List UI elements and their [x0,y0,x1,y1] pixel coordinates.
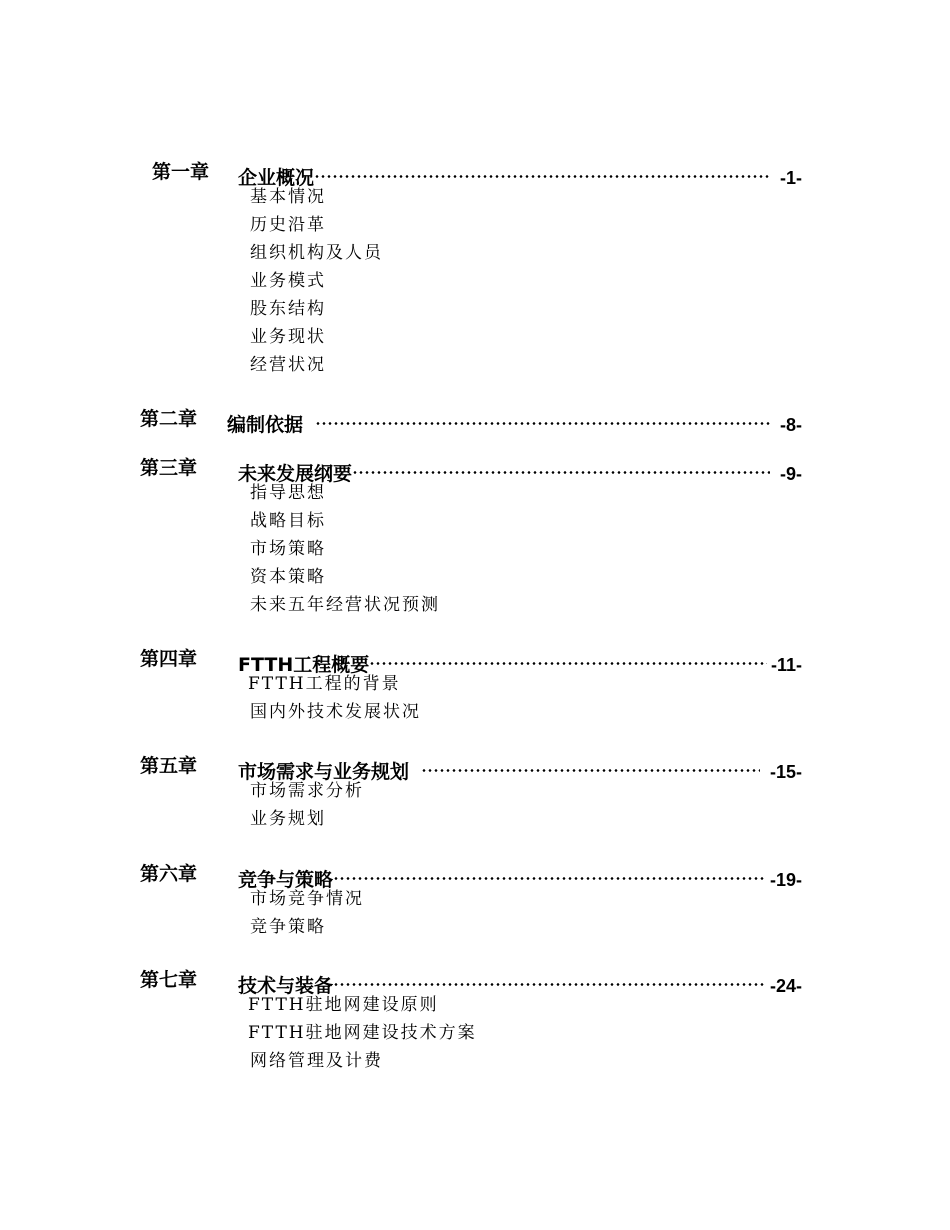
chapter-page-number: -9- [780,464,802,484]
toc-section[interactable]: 历史沿革 [250,215,326,235]
chapter-page-number: -15- [769,762,802,782]
toc-section[interactable]: 基本情况 [250,187,326,207]
toc-section[interactable]: 业务模式 [250,271,326,291]
chapter-label: 第五章 [140,755,198,777]
toc-section[interactable]: 经营状况 [250,355,326,375]
toc-section[interactable]: FTTH驻地网建设原则 [248,995,439,1015]
toc-section[interactable]: 业务现状 [250,327,326,347]
toc-section[interactable]: 业务规划 [250,809,326,829]
toc-chapter-3[interactable] [0,456,950,485]
chapter-page-number: -11- [770,655,802,675]
chapter-title: FTTH工程概要 [238,654,370,676]
chapter-label: 第一章 [152,161,210,183]
toc-section[interactable]: 竞争策略 [250,917,326,937]
toc-section[interactable]: 资本策略 [250,567,326,587]
chapter-label: 第七章 [140,969,198,991]
chapter-page-number: -8- [780,415,802,435]
toc-section[interactable]: 战略目标 [250,511,326,531]
chapter-label: 第二章 [140,408,198,430]
dot-leader [421,754,760,778]
dot-leader [369,647,767,671]
toc-section[interactable]: FTTH工程的背景 [248,674,401,694]
chapter-page-number: -19- [769,870,802,890]
chapter-label: 第六章 [140,863,198,885]
toc-section[interactable]: 市场竞争情况 [250,889,364,909]
chapter-title: 未来发展纲要 [238,463,353,485]
chapter-page-number: -24- [769,976,802,996]
chapter-title: 市场需求与业务规划 [238,761,410,783]
chapter-label: 第三章 [140,457,198,479]
dot-leader [315,407,770,431]
toc-section[interactable]: 市场策略 [250,539,326,559]
toc-section[interactable]: 未来五年经营状况预测 [250,595,440,615]
toc-chapter-4[interactable] [0,647,950,676]
toc-section[interactable]: 股东结构 [250,299,326,319]
toc-chapter-6[interactable] [0,862,950,891]
dot-leader [314,160,770,184]
toc-chapter-1[interactable] [0,160,950,189]
chapter-title: 技术与装备 [238,975,334,997]
toc-chapter-5[interactable] [0,754,950,783]
chapter-label: 第四章 [140,648,198,670]
chapter-title: 企业概况 [238,167,315,189]
toc-section[interactable]: 国内外技术发展状况 [250,702,421,722]
dot-leader [352,456,770,480]
chapter-title: 竞争与策略 [238,869,334,891]
toc-section[interactable]: 市场需求分析 [250,781,364,801]
toc-chapter-2[interactable] [0,407,950,436]
chapter-title: 编制依据 [227,414,304,436]
dot-leader [333,968,766,992]
toc-section[interactable]: 指导思想 [250,483,326,503]
toc-chapter-7[interactable] [0,968,950,997]
chapter-page-number: -1- [780,168,802,188]
dot-leader [333,862,766,886]
toc-section[interactable]: 网络管理及计费 [250,1051,383,1071]
toc-section[interactable]: 组织机构及人员 [250,243,383,263]
toc-section[interactable]: FTTH驻地网建设技术方案 [248,1023,477,1043]
